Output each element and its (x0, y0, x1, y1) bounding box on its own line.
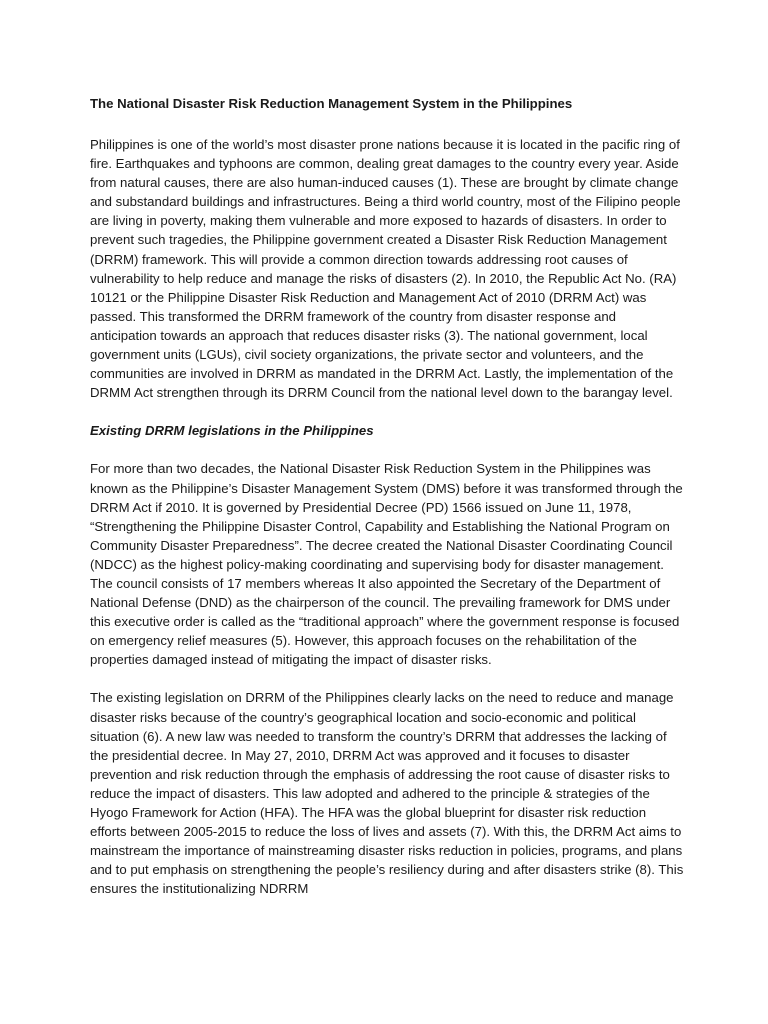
paragraph-intro: Philippines is one of the world’s most disaster prone nations because it is located in the pacific ring of fire. Earthquakes and typhoons are common, dealing great damages to the country every year. Aside from natural causes, there are also human-induced causes (1). These are brought by climate change and substandard buildings and infrastructures. Being a third world country, most of the Filipino people are living in poverty, making them vulnerable and more exposed to hazards of disasters. In order to prevent such tragedies, the Philippine government created a Disaster Risk Reduction Management (DRRM) framework. This will provide a common direction towards addressing root causes of vulnerability to help reduce and manage the risks of disasters (2). In 2010, the Republic Act No. (RA) 10121 or the Philippine Disaster Risk Reduction and Management Act of 2010 (DRRM Act) was passed. This transformed the DRRM framework of the country from disaster response and anticipation towards an approach that reduces disaster risks (3). The national government, local government units (LGUs), civil society organizations, the private sector and volunteers, and the communities are involved in DRRM as mandated in the DRRM Act. Lastly, the implementation of the DRMM Act strengthen through its DRRM Council from the national level down to the barangay level. (90, 137, 681, 401)
section-heading-legislations: Existing DRRM legislations in the Philippines (90, 423, 374, 439)
document-title: The National Disaster Risk Reduction Management System in the Philippines (90, 96, 573, 111)
document-body (90, 94, 684, 917)
paragraph-dms-history: For more than two decades, the National Disaster Risk Reduction System in the Philippines was known as the Philippine’s Disaster Management System (DMS) before it was transformed through the DRRM Act if 2010. It is governed by Presidential Decree (PD) 1566 issued on June 11, 1978, “Strengthening the Philippine Disaster Control, Capability and Establishing the National Program on Community Disaster Preparedness”. The decree created the National Disaster Coordinating Council (NDCC) as the highest policy-making coordinating and supervising body for disaster management. The council consists of 17 members whereas It also appointed the Secretary of the Department of National Defense (DND) as the chairperson of the council. The prevailing framework for DMS under this executive order is called as the “traditional approach” where the government response is focused on emergency relief measures (5). However, this approach focuses on the rehabilitation of the properties damaged instead of mitigating the impact of disaster risks. (90, 461, 683, 668)
paragraph-drrm-act: The existing legislation on DRRM of the Philippines clearly lacks on the need to reduce and manage disaster risks because of the country’s geographical location and socio-economic and political situation (6). A new law was needed to transform the country’s DRRM that addresses the lacking of the presidential decree. In May 27, 2010, DRRM Act was approved and it focuses to disaster prevention and risk reduction through the emphasis of addressing the root cause of disaster risks to reduce the impact of disasters. This law adopted and adhered to the principle & strategies of the Hyogo Framework for Action (HFA). The HFA was the global blueprint for disaster risk reduction efforts between 2005-2015 to reduce the loss of lives and assets (7). With this, the DRRM Act aims to mainstream the importance of mainstreaming disaster risks reduction in policies, programs, and plans and to put emphasis on strengthening the people’s resiliency during and after disasters strike (8). This ensures the institutionalizing NDRRM (90, 690, 684, 897)
